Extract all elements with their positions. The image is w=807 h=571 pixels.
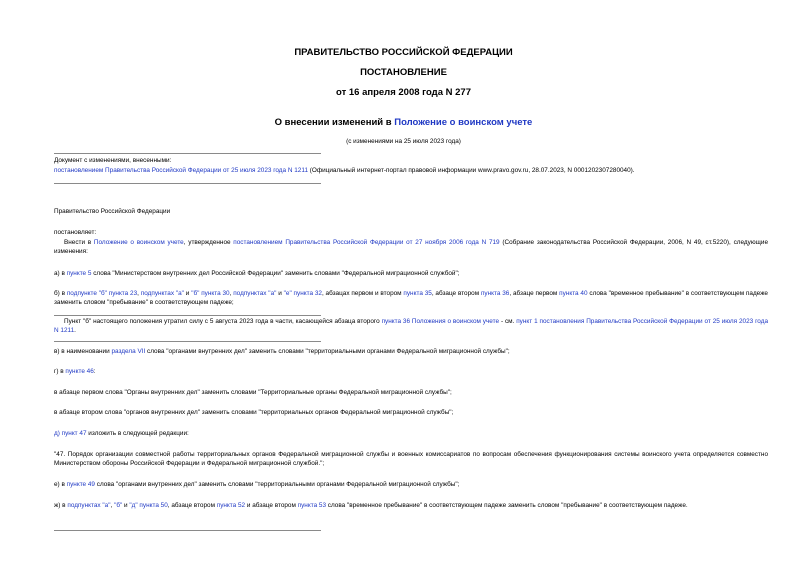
subitem-b-50-link[interactable]: "б" — [114, 502, 123, 509]
paragraph-zh — [54, 502, 768, 511]
text: , абзаце втором — [167, 502, 217, 509]
text: слова "Министерством внутренних дел Российской Федерации" заменить словами "Федеральной миграционной службой"; — [91, 270, 460, 277]
item-35-link[interactable]: пункта 35 — [403, 290, 432, 297]
item-53-link[interactable]: пункта 53 — [297, 502, 327, 509]
note-top-rule — [54, 315, 321, 316]
paragraph-v — [54, 348, 510, 357]
section-vii-link[interactable]: раздела VII — [111, 348, 146, 355]
document-title — [0, 117, 807, 128]
paragraph-e — [54, 481, 459, 490]
authority-text: Правительство Российской Федерации — [54, 208, 171, 215]
item-36-link[interactable]: пункта 36 — [480, 290, 510, 297]
subitem-b-30-link[interactable]: "б" пункта 30 — [191, 290, 230, 297]
amend-box-entry — [54, 167, 635, 176]
paragraph-g-second: в абзаце втором слова "органов внутренних дел" заменить словами "территориальных органов Федеральной миграционной службы"; — [54, 409, 454, 416]
amend-link[interactable]: постановлением Правительства Российской Федерации от 25 июля 2023 года N 1211 — [54, 167, 308, 174]
text: слова "временное пребывание" в соответствующем падеже заменить словом "пребывание" в соответствующем падеже. — [326, 502, 688, 509]
lapse-note — [54, 318, 768, 335]
text: Внести в — [64, 239, 94, 246]
text: , — [229, 290, 234, 297]
text: Пункт "б" настоящего положения утратил силу с 5 августа 2023 года в части, касающейся абзаца второго — [64, 318, 382, 325]
item-49-link[interactable]: пункте 49 — [66, 481, 95, 488]
text: , абзаце первом — [509, 290, 560, 297]
title-prefix: О внесении изменений в — [274, 117, 395, 128]
text: и — [122, 502, 130, 509]
text: и абзаце втором — [245, 502, 298, 509]
item-5-link[interactable]: пункте 5 — [66, 270, 92, 277]
item-46-link[interactable]: пункте 46 — [65, 368, 94, 375]
subitem-e-32-link[interactable]: "е" пункта 32 — [283, 290, 322, 297]
regulation-link[interactable]: Положение о воинском учете — [93, 239, 184, 246]
note-bottom-rule — [54, 341, 321, 342]
text: , абзаце втором — [431, 290, 481, 297]
text: слова "органами внутренних дел" заменить словами "территориальными органами Федеральной миграционной службы"; — [95, 481, 460, 488]
paragraph-intro — [54, 239, 768, 256]
text: , утвержденное — [183, 239, 234, 246]
text: е) в — [54, 481, 67, 488]
paragraph-b — [54, 290, 768, 307]
document-type: ПОСТАНОВЛЕНИЕ — [360, 67, 447, 78]
item-36-regulation-link[interactable]: пункта 36 Положения о воинском учете — [381, 318, 500, 325]
decree-719-link[interactable]: постановлением Правительства Российской Федерации от 27 ноября 2006 года N 719 — [233, 239, 500, 246]
text: г) в — [54, 368, 66, 375]
paragraph-g — [54, 368, 96, 377]
subitem-d-50-link[interactable]: "д" пункта 50 — [129, 502, 168, 509]
text: а) в — [54, 270, 67, 277]
text: в) в наименовании — [54, 348, 112, 355]
amend-source: (Официальный интернет-портал правовой информации www.pravo.gov.ru, 28.07.2023, N 0001202307280040). — [308, 167, 635, 174]
paragraph-d — [54, 430, 189, 439]
subitems-a-32-link[interactable]: подпунктах "а" — [233, 290, 277, 297]
resolves-text: постановляет: — [54, 229, 97, 236]
text: изложить в следующей редакции: — [86, 430, 189, 437]
text: : — [93, 368, 96, 375]
page-bottom-rule — [54, 530, 321, 531]
text: и — [276, 290, 284, 297]
amend-box-heading: Документ с изменениями, внесенными: — [54, 157, 172, 164]
text: , абзацах первом и втором — [321, 290, 404, 297]
subitems-a-50-link[interactable]: подпунктах "а" — [67, 502, 111, 509]
decree-1211-item-1-link[interactable]: пункт 1 постановления Правительства Российской Федерации от 25 июля 2023 года N 1211 — [54, 318, 768, 334]
text: (Собрание законодательства Российской Федерации, 2006, N 49, ст.5220), следующие изменения: — [54, 239, 769, 255]
text: , — [137, 290, 141, 297]
subitem-b-23-link[interactable]: подпункте "б" пункта 23 — [66, 290, 138, 297]
text: б) в — [54, 290, 67, 297]
text: и — [183, 290, 192, 297]
item-52-link[interactable]: пункта 52 — [216, 502, 246, 509]
amend-box-top-rule — [54, 153, 321, 154]
revision-note: (с изменениями на 25 июля 2023 года) — [346, 138, 461, 145]
document-date-number: от 16 апреля 2008 года N 277 — [336, 87, 471, 98]
amend-box-bottom-rule — [54, 183, 321, 184]
text: . — [74, 326, 76, 334]
government-heading: ПРАВИТЕЛЬСТВО РОССИЙСКОЙ ФЕДЕРАЦИИ — [294, 47, 513, 58]
text: - см. — [499, 318, 517, 325]
paragraph-d-quoted: "47. Порядок организации совместной работы территориальных органов Федеральной миграционной службы и военных комиссариатов по вопросам обеспечения функционирования системы воинского учета определяется совместно Министерством обороны Российской Федерации и Федеральной миграционной службой."; — [54, 451, 768, 467]
item-47-link[interactable]: д) пункт 47 — [54, 430, 87, 437]
paragraph-g-first: в абзаце первом слова "Органы внутренних дел" заменить словами "Территориальные органы Федеральной миграционной службы"; — [54, 389, 452, 396]
text: ж) в — [54, 502, 68, 509]
item-40-link[interactable]: пункта 40 — [559, 290, 588, 297]
text: , — [110, 502, 115, 509]
text: слова "временное пребывание" в соответствующем падеже заменить словом "пребывание" в соответствующем падеже; — [54, 290, 768, 306]
text: слова "органами внутренних дел" заменить словами "территориальными органами Федеральной миграционной службы"; — [145, 348, 510, 355]
title-link[interactable]: Положение о воинском учете — [394, 117, 533, 128]
subitems-a-link[interactable]: подпунктах "а" — [140, 290, 184, 297]
paragraph-a — [54, 270, 460, 279]
